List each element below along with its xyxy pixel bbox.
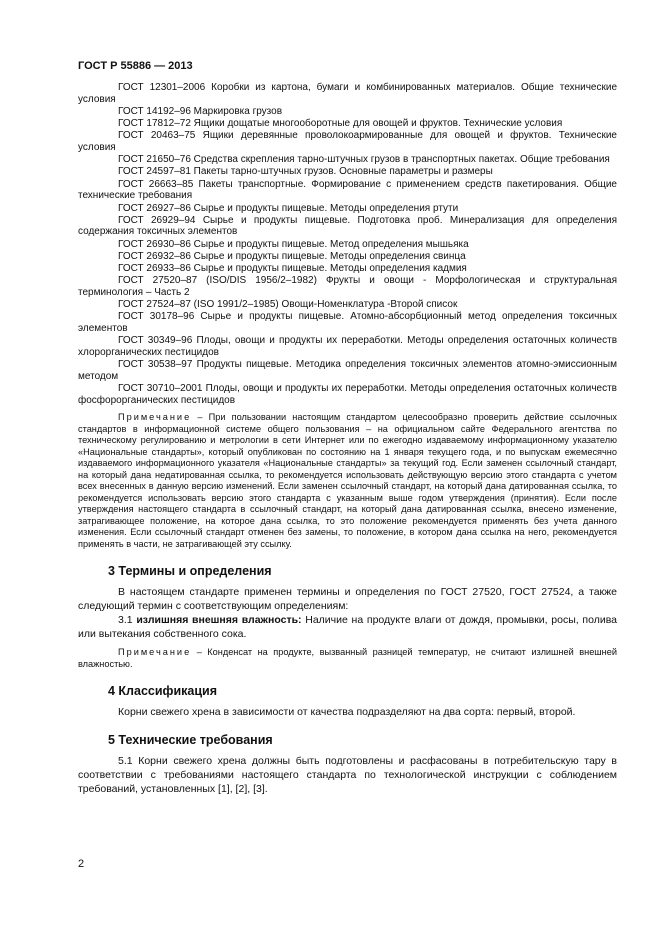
references-list (78, 82, 617, 406)
reference-item: ГОСТ 26927–86 Сырье и продукты пищевые. Методы определения ртути (118, 202, 459, 214)
term-number: 3.1 (118, 614, 137, 627)
section-5-title: 5 Технические требования (108, 733, 273, 748)
note-text: – При пользовании настоящим стандартом целесообразно проверить действие ссылочных стандартов в информационной системе общего пользования – на официальном сайте Федерального агентства по техническому регулированию и метрологии в сети Интернет или по ежегодно издаваемому информационному указателю «Национальные стандарты», который опубликован по состоянию на 1 января текущего года, и по выпускам ежемесячно издаваемого информационного указателя «Национальные стандарты» за текущий год. Если заменен ссылочный стандарт, на который дана недатированная ссылка, то рекомендуется использовать действующую версию этого стандарта с учетом всех внесенных в данную версию изменений. Если заменен ссылочный стандарт, на который дана датированная ссылка, то рекомендуется использовать версию этого стандарта с указанным выше годом утверждения (принятия). Если после утверждения настоящего стандарта в ссылочный стандарт, на который дана датированная ссылка, внесено изменение, затрагивающее положение, на которое дана ссылка, то это положение рекомендуется применять без учета данного изменения. Если ссылочный стандарт отменен без замены, то положение, в котором дана ссылка на него, рекомендуется применять в части, не затрагивающей эту ссылку. (78, 412, 617, 549)
reference-item: ГОСТ 20463–75 Ящики деревянные проволокоармированные для овощей и фруктов. Технические условия (78, 130, 617, 154)
term-text: Наличие на продукте влаги от дождя, промывки, росы, полива или вытекания собственного сока. (78, 614, 617, 641)
section-3-intro: В настоящем стандарте применен термины и определения по ГОСТ 27520, ГОСТ 27524, а также следующий термин с соответствующим определениям: (78, 586, 617, 613)
section-4-text: Корни свежего хрена в зависимости от качества подразделяют на два сорта: первый, второй. (118, 706, 576, 719)
reference-item: ГОСТ 27524–87 (ISO 1991/2–1985) Овощи-Номенклатура -Второй список (118, 299, 458, 311)
term-note (78, 647, 617, 670)
reference-item: ГОСТ 26933–86 Сырье и продукты пищевые. Методы определения кадмия (118, 263, 467, 275)
page-number: 2 (78, 858, 85, 870)
note-text: – Конденсат на продукте, вызванный разницей температур, не считают излишней внешней влажностью. (78, 647, 617, 669)
reference-item: ГОСТ 30538–97 Продукты пищевые. Методика определения токсичных элементов атомно-эмиссионным методом (78, 359, 617, 382)
reference-item: ГОСТ 27520–87 (ISO/DIS 1956/2–1982) Фрукты и овощи - Морфологическая и структуральная терминология – Часть 2 (78, 275, 617, 298)
reference-item: ГОСТ 14192–96 Маркировка грузов (118, 105, 283, 117)
section-3-title: 3 Термины и определения (108, 564, 272, 579)
reference-item: ГОСТ 24597–81 Пакеты тарно-штучных грузов. Основные параметры и размеры (118, 166, 493, 178)
reference-item: ГОСТ 17812–72 Ящики дощатые многооборотные для овощей и фруктов. Технические условия (118, 118, 563, 130)
reference-item: ГОСТ 21650–76 Средства скрепления тарно-штучных грузов в транспортных пакетах. Общие требования (118, 154, 610, 166)
section-5-text: 5.1 Корни свежего хрена должны быть подготовлены и расфасованы в потребительскую тару в соответствии с требованиями настоящего стандарта по технологической инструкции с соблюдением требований, установленных [1], [2], [3]. (78, 755, 617, 796)
page-body (78, 82, 617, 796)
reference-item: ГОСТ 30710–2001 Плоды, овощи и продукты их переработки. Методы определения остаточных количеств фосфорорганических пестицидов (78, 383, 617, 406)
note-label: Примечание (118, 647, 192, 658)
section-4-title: 4 Классификация (108, 684, 218, 699)
reference-item: ГОСТ 30178–96 Сырье и продукты пищевые. Атомно-абсорбционный метод определения токсичных элементов (78, 311, 617, 335)
note-label: Примечание (118, 412, 192, 423)
page-header: ГОСТ Р 55886 — 2013 (78, 60, 193, 72)
reference-item: ГОСТ 26663–85 Пакеты транспортные. Формирование с применением средств пакетирования. Общие технические требования (78, 178, 617, 202)
references-note (78, 412, 617, 550)
reference-item: ГОСТ 30349–96 Плоды, овощи и продукты их переработки. Методы определения остаточных количеств хлорорганических пестицидов (78, 335, 617, 358)
reference-item: ГОСТ 12301–2006 Коробки из картона, бумаги и комбинированных материалов. Общие технические условия (78, 82, 617, 105)
reference-item: ГОСТ 26929–94 Сырье и продукты пищевые. Подготовка проб. Минерализация для определения содержания токсичных элементов (78, 214, 617, 238)
term-definition (78, 613, 617, 641)
reference-item: ГОСТ 26930–86 Сырье и продукты пищевые. Метод определения мышьяка (118, 238, 469, 250)
term-name: излишняя внешняя влажность: (136, 614, 302, 627)
reference-item: ГОСТ 26932–86 Сырье и продукты пищевые. Методы определения свинца (118, 250, 466, 262)
